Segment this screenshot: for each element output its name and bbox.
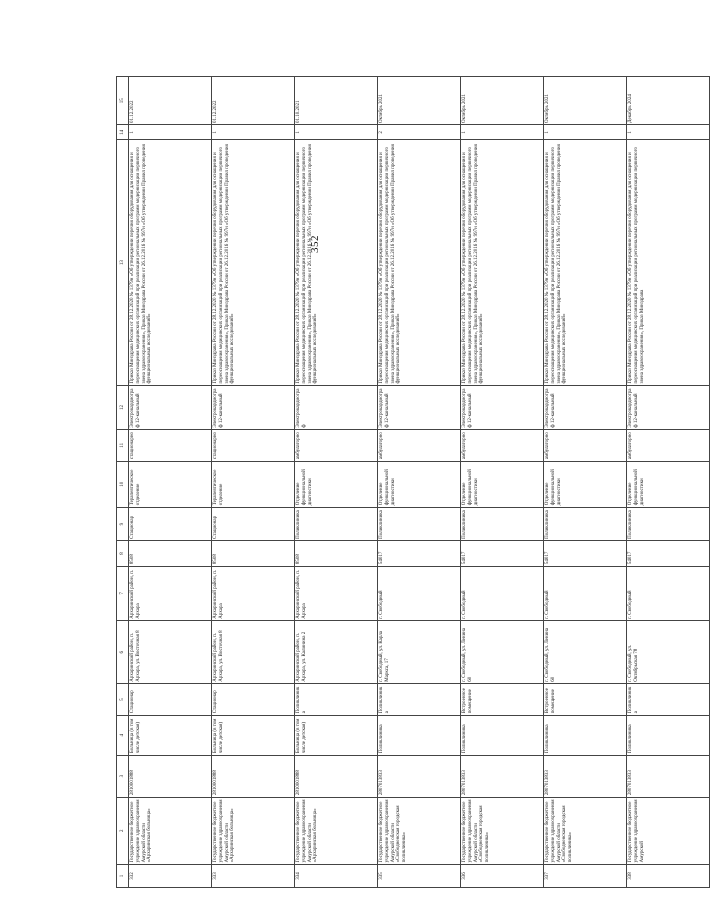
cell-equipment-name: Электрокардиограф 12-канальный bbox=[378, 385, 461, 429]
page-number: 352 bbox=[309, 235, 321, 253]
cell-organization-type: Поликлиника bbox=[544, 715, 627, 755]
cell-department: Терапевтическое отделение bbox=[212, 461, 295, 507]
column-number: 5 bbox=[117, 684, 129, 716]
cell-organization-type: Поликлиника bbox=[461, 715, 544, 755]
cell-building-type: Поликлиника bbox=[295, 684, 378, 716]
column-number: 2 bbox=[117, 797, 129, 864]
column-number: 10 bbox=[117, 461, 129, 507]
cell-legal-basis: Приказ Минздрава России от 28.12.2020 № 1379н «Об утверждении перечня оборудования для оснащения и переоснащения медицинских организаций при реализации региональных программ модернизации первичного звена здравоохранения», Приказ Минздрава России от 26.12.2016 № 997н «Об утверждении Правил проведения функциональных исследований» bbox=[544, 140, 627, 386]
column-number: 4 bbox=[117, 715, 129, 755]
cell-row-number: 332 bbox=[129, 864, 212, 887]
cell-department: Терапевтическое отделение bbox=[129, 461, 212, 507]
cell-inn: 2807013833 bbox=[378, 755, 461, 797]
cell-quantity: 2 bbox=[378, 125, 461, 140]
cell-unit-type: Поликлиника bbox=[544, 507, 627, 541]
cell-organization-name: Государственное бюджетное учреждение здравоохранения Амурской области «Свободненская городская поликлиника» bbox=[461, 797, 544, 864]
cell-unit-type: Поликлиника bbox=[378, 507, 461, 541]
table-row bbox=[544, 77, 627, 888]
cell-organization-name: Государственное бюджетное учреждение здравоохранения Амурской bbox=[627, 797, 710, 864]
cell-address: г. Свободный, ул. Ленина 60 bbox=[461, 621, 544, 684]
cell-care-form: стационарно bbox=[129, 430, 212, 462]
cell-address: Архаринский район, п. Архара, ул. Калинина 2 bbox=[295, 621, 378, 684]
cell-department: Отделение функциональной диагностики bbox=[295, 461, 378, 507]
column-number: 3 bbox=[117, 755, 129, 797]
cell-unit-type: Поликлиника bbox=[295, 507, 378, 541]
table-row bbox=[212, 77, 295, 888]
cell-due-date: 01.10.2021 bbox=[295, 77, 378, 125]
column-number: 1 bbox=[117, 864, 129, 887]
cell-care-form: амбулаторно bbox=[627, 430, 710, 462]
cell-inn: 2810001888 bbox=[295, 755, 378, 797]
table-row bbox=[378, 77, 461, 888]
cell-due-date: 01.12.2022 bbox=[129, 77, 212, 125]
cell-row-number: 338 bbox=[627, 864, 710, 887]
cell-settlement: г. Свободный bbox=[461, 566, 544, 621]
column-number-row bbox=[117, 77, 129, 888]
cell-oktmo: 54017 bbox=[461, 541, 544, 566]
cell-building-type: Встроенное помещение bbox=[544, 684, 627, 716]
cell-unit-type: Стационар bbox=[129, 507, 212, 541]
cell-oktmo: 8508 bbox=[129, 541, 212, 566]
column-number: 8 bbox=[117, 541, 129, 566]
table-row bbox=[129, 77, 212, 888]
column-number: 15 bbox=[117, 77, 129, 125]
cell-quantity: 1 bbox=[461, 125, 544, 140]
column-number: 14 bbox=[117, 125, 129, 140]
cell-unit-type: Поликлиника bbox=[461, 507, 544, 541]
cell-due-date: Октябрь 2021 bbox=[461, 77, 544, 125]
cell-inn: 2810001888 bbox=[212, 755, 295, 797]
table-rotated-wrapper bbox=[116, 76, 645, 888]
cell-oktmo: 8508 bbox=[212, 541, 295, 566]
cell-equipment-name: Электрокардиограф 12-канальный bbox=[461, 385, 544, 429]
cell-row-number: 334 bbox=[295, 864, 378, 887]
cell-unit-type: Поликлиника bbox=[627, 507, 710, 541]
cell-oktmo: 8508 bbox=[295, 541, 378, 566]
cell-organization-name: Государственное бюджетное учреждение здравоохранения Амурской области «Архаринская больница» bbox=[212, 797, 295, 864]
cell-quantity: 1 bbox=[295, 125, 378, 140]
cell-care-form: стационарно bbox=[212, 430, 295, 462]
cell-quantity: 1 bbox=[129, 125, 212, 140]
cell-equipment-name: Электрокардиограф bbox=[295, 385, 378, 429]
cell-equipment-name: Электрокардиограф 12-канальный bbox=[627, 385, 710, 429]
cell-care-form: амбулаторно bbox=[295, 430, 378, 462]
cell-building-type: Поликлиника bbox=[378, 684, 461, 716]
cell-inn: 2807013833 bbox=[461, 755, 544, 797]
cell-equipment-name: Электрокардиограф 12-канальный bbox=[544, 385, 627, 429]
cell-building-type: Встроенное помещение bbox=[461, 684, 544, 716]
cell-care-form: амбулаторно bbox=[544, 430, 627, 462]
table-row bbox=[627, 77, 710, 888]
cell-due-date: Октябрь 2021 bbox=[378, 77, 461, 125]
cell-building-type: Стационар bbox=[212, 684, 295, 716]
column-number: 12 bbox=[117, 385, 129, 429]
cell-organization-type: Поликлиника bbox=[378, 715, 461, 755]
cell-organization-name: Государственное бюджетное учреждение здравоохранения Амурской области «Архаринская больница» bbox=[295, 797, 378, 864]
cell-equipment-name: Электрокардиограф 12-канальный bbox=[129, 385, 212, 429]
cell-organization-type: Больница (в том числе детская) bbox=[212, 715, 295, 755]
cell-due-date: Октябрь 2021 bbox=[544, 77, 627, 125]
cell-settlement: Архаринский район, п. Архара bbox=[295, 566, 378, 621]
cell-address: г. Свободный, ул. Ленина 60 bbox=[544, 621, 627, 684]
cell-inn: 2807013833 bbox=[627, 755, 710, 797]
cell-inn: 2807013833 bbox=[544, 755, 627, 797]
column-number: 9 bbox=[117, 507, 129, 541]
cell-organization-type: Больница (в том числе детская) bbox=[129, 715, 212, 755]
cell-care-form: амбулаторно bbox=[378, 430, 461, 462]
cell-unit-type: Стационар bbox=[212, 507, 295, 541]
cell-row-number: 336 bbox=[461, 864, 544, 887]
cell-legal-basis: Приказ Минздрава России от 28.12.2020 № 1379н «Об утверждении перечня оборудования для оснащения и переоснащения медицинских организаций при реализации региональных программ модернизации первичного звена здравоохранения», Приказ Минздрава России от 26.12.2016 № 997н «Об утверждении Правил проведения функциональных исследований» bbox=[378, 140, 461, 386]
cell-address: г. Свободный, ул. Карла Маркса, 17 bbox=[378, 621, 461, 684]
cell-inn: 2810001888 bbox=[129, 755, 212, 797]
cell-legal-basis: Приказ Минздрава России от 28.12.2020 № 1379н «Об утверждении перечня оборудования для оснащения и переоснащения медицинских организаций при реализации региональных программ модернизации первичного звена здравоохранения», Приказ Минздрава России от 26.12.2016 № 997н «Об утверждении Правил проведения функциональных исследований» bbox=[129, 140, 212, 386]
column-number: 7 bbox=[117, 566, 129, 621]
cell-oktmo: 54017 bbox=[378, 541, 461, 566]
cell-building-type: Поликлиника bbox=[627, 684, 710, 716]
cell-department: Отделение функциональной диагностики bbox=[627, 461, 710, 507]
cell-address: Архаринский район, п. Архара, ул. Восточная 8 bbox=[212, 621, 295, 684]
cell-settlement: г. Свободный bbox=[544, 566, 627, 621]
cell-department: Отделение функциональной диагностики bbox=[544, 461, 627, 507]
cell-organization-name: Государственное бюджетное учреждение здравоохранения Амурской области «Свободненская городская поликлиника» bbox=[378, 797, 461, 864]
table-row bbox=[461, 77, 544, 888]
cell-building-type: Стационар bbox=[129, 684, 212, 716]
cell-legal-basis: Приказ Минздрава России от 28.12.2020 № 1379н «Об утверждении перечня оборудования для оснащения и переоснащения медицинских организаций при реализации региональных программ модернизации первичного звена здравоохранения», Приказ Минздрава России от 26.12.2016 № 997н «Об утверждении Правил проведения функциональных исследований» bbox=[212, 140, 295, 386]
cell-settlement: Архаринский район, п. Архара bbox=[129, 566, 212, 621]
column-number: 13 bbox=[117, 140, 129, 386]
cell-equipment-name: Электрокардиограф 12-канальный bbox=[212, 385, 295, 429]
cell-oktmo: 54017 bbox=[627, 541, 710, 566]
cell-address: г. Свободный, ул. Октябрьская 78 bbox=[627, 621, 710, 684]
cell-settlement: г. Свободный bbox=[627, 566, 710, 621]
cell-legal-basis: Приказ Минздрава России от 28.12.2020 № 1379н «Об утверждении перечня оборудования для оснащения и переоснащения медицинских организаций при реализации региональных программ модернизации первичного звена здравоохранения», Приказ Минздрава России от 26.12.2016 № 997н «Об утверждении Правил проведения функциональных исследований» bbox=[295, 140, 378, 386]
cell-organization-name: Государственное бюджетное учреждение здравоохранения Амурской области «Архаринская больница» bbox=[129, 797, 212, 864]
cell-quantity: 1 bbox=[212, 125, 295, 140]
cell-settlement: г. Свободный bbox=[378, 566, 461, 621]
cell-legal-basis: Приказ Минздрава России от 28.12.2020 № 1379н «Об утверждении перечня оборудования для оснащения и переоснащения медицинских организаций при реализации региональных программ модернизации первичного звена здравоохранения», Приказ Минздрава России от 26.12.2016 № 997н «Об утверждении Правил проведения функциональных исследований» bbox=[461, 140, 544, 386]
cell-settlement: Архаринский район, п. Архара bbox=[212, 566, 295, 621]
cell-due-date: Декабрь 2024 bbox=[627, 77, 710, 125]
cell-due-date: 01.12.2022 bbox=[212, 77, 295, 125]
cell-organization-type: Больница (в том числе детская) bbox=[295, 715, 378, 755]
cell-quantity: 1 bbox=[627, 125, 710, 140]
cell-care-form: амбулаторно bbox=[461, 430, 544, 462]
cell-organization-name: Государственное бюджетное учреждение здравоохранения Амурской области «Свободненская городская поликлиника» bbox=[544, 797, 627, 864]
cell-legal-basis: Приказ Минздрава России от 28.12.2020 № 1379н «Об утверждении перечня оборудования для оснащения и переоснащения медицинских организаций при реализации региональных программ модернизации первичного звена здравоохранения», Приказ Минздрава bbox=[627, 140, 710, 386]
cell-row-number: 337 bbox=[544, 864, 627, 887]
column-number: 11 bbox=[117, 430, 129, 462]
cell-organization-type: Поликлиника bbox=[627, 715, 710, 755]
column-number: 6 bbox=[117, 621, 129, 684]
cell-row-number: 333 bbox=[212, 864, 295, 887]
cell-row-number: 335 bbox=[378, 864, 461, 887]
table-row bbox=[295, 77, 378, 888]
equipment-register-table bbox=[116, 76, 710, 888]
cell-oktmo: 54017 bbox=[544, 541, 627, 566]
cell-quantity: 1 bbox=[544, 125, 627, 140]
cell-department: Отделение функциональной диагностики bbox=[378, 461, 461, 507]
table-body bbox=[129, 77, 710, 888]
cell-address: Архаринский район, п. Архара, ул. Восточная 8 bbox=[129, 621, 212, 684]
cell-department: Отделение функциональной диагностики bbox=[461, 461, 544, 507]
